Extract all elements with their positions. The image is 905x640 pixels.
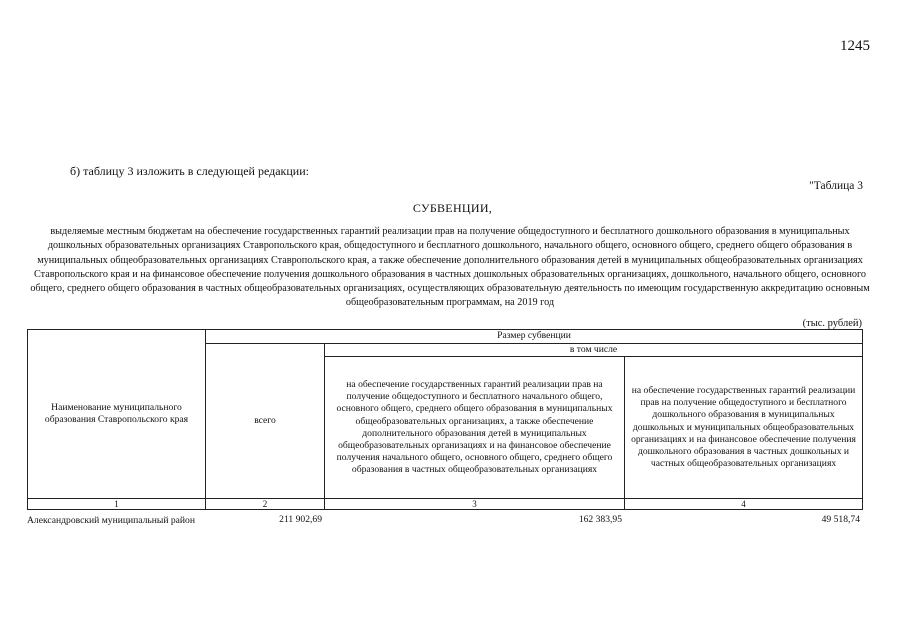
header-including: в том числе: [325, 344, 863, 357]
header-subvention-size: Размер субвенции: [206, 330, 863, 344]
column-number: 3: [325, 499, 625, 510]
header-total: всего: [206, 344, 325, 499]
title-description: выделяемые местным бюджетам на обеспечение государственных гарантий реализации прав на получение общедоступного и бесплатного дошкольного образования в муниципальных дошкольных образовательных организациях Ставропольского края, общедоступного и бесплатного дошкольного, начального общего, основного общего, среднего общего образования в муниципальных общеобразовательных организациях Ставропольского края, а также обеспечение дополнительного образования детей в муниципальных общеобразовательных организациях Ставропольского края и на финансовое обеспечение получения дошкольного образования в частных дошкольных образовательных организациях, дошкольного, начального общего, основного общего, среднего общего образования в частных общеобразовательных организациях, осуществляющих образовательную деятельность по имеющим государственную аккредитацию основным общеобразовательным программам, на 2019 год: [30, 226, 870, 309]
header-col3: на обеспечение государственных гарантий реализации прав на получение общедоступного и бесплатного начального общего, основного общего, среднего общего образования в муниципальных общеобразовательных организациях, а также обеспечение дополнительного образования детей в муниципальных общеобразовательных организациях и на финансовое обеспечение получения начального общего, основного общего, среднего общего образования в частных общеобразовательных организациях: [325, 357, 625, 499]
row-col3-value: 162 383,95: [578, 514, 622, 525]
column-number: 4: [625, 499, 863, 510]
header-municipality-name: Наименование муниципального образования Ставропольского края: [28, 330, 206, 499]
column-number: 1: [28, 499, 206, 510]
row-col4-value: 49 518,74: [821, 514, 860, 525]
intro-text: б) таблицу 3 изложить в следующей редакции:: [70, 164, 309, 178]
column-number: 2: [206, 499, 325, 510]
subventions-table: [27, 329, 863, 510]
row-total-value: 211 902,69: [279, 514, 322, 525]
table-reference: "Таблица 3: [809, 180, 863, 192]
row-municipality-name: Александровский муниципальный район: [27, 515, 195, 526]
header-col4: на обеспечение государственных гарантий реализации прав на получение общедоступного и бесплатного дошкольного образования в муниципальных дошкольных и муниципальных общеобразовательных организациях и на финансовое обеспечение получения дошкольного образования в частных дошкольных и частных общеобразовательных организациях: [625, 357, 863, 499]
units-label: (тыс. рублей): [802, 318, 862, 329]
document-title: СУБВЕНЦИИ,: [412, 201, 493, 215]
page-number: 1245: [840, 38, 870, 54]
